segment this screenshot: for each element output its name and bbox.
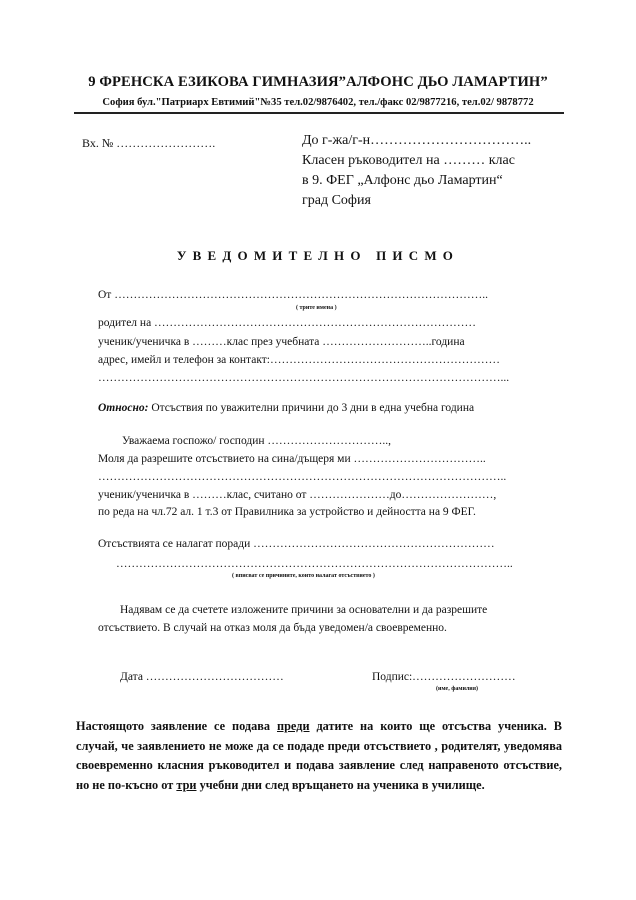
- school-address: София бул."Патриарх Евтимий"№35 тел.02/9876402, тел./факс 02/9877216, тел.02/ 9878772: [102, 97, 534, 108]
- student-class-field: ученик/ученичка в ………клас през учебната ………………………..година: [98, 336, 465, 348]
- footer-text-1: Настоящото заявление се подава: [76, 719, 277, 733]
- addressee-line-2: Класен ръководител на ……… клас: [302, 153, 515, 168]
- addressee-block: [302, 131, 531, 211]
- footer-text-2: датите на които ще отсъства ученика. В случай, че заявлението не може да се подаде преди отсъствието , родителят, уведомява своевременно класния ръководител и подава заявление след направеното отсъствие, но не по-късно от: [76, 719, 563, 792]
- from-field: От ……………………………………………………………………………………..: [98, 289, 488, 301]
- from-hint: ( трите имена ): [296, 305, 337, 311]
- document-title: УВЕДОМИТЕЛНО ПИСМО: [176, 248, 460, 263]
- period-field: ученик/ученичка в ………клас, считано от …………………до……………………,: [98, 489, 497, 501]
- signature-hint: (име, фамилия): [436, 686, 478, 692]
- date-field: Дата ………………………………: [120, 671, 284, 683]
- request-field-cont: ……………………………………………………………………………………………..: [98, 471, 507, 483]
- contact-field: адрес, имейл и телефон за контакт:……………………………………………………: [98, 354, 500, 366]
- salutation: Уважаема госпожо/ господин …………………………..,: [122, 435, 392, 447]
- regulation-text: по реда на чл.72 ал. 1 т.3 от Правилника за устройство и дейността на 9 ФЕГ.: [98, 506, 476, 518]
- reasons-field: Отсъствията се налагат поради ………………………………………………………: [98, 538, 495, 550]
- contact-field-cont: ……………………………………………………………………………………………...: [98, 372, 510, 384]
- subject-label: Относно:: [98, 402, 149, 414]
- footer-note: [76, 717, 562, 795]
- addressee-line-3: в 9. ФЕГ „Алфонс дьо Ламартин“: [302, 173, 503, 188]
- request-field: Моля да разрешите отсъствието на сина/дъщеря ми ……………………………..: [98, 453, 486, 465]
- subject-line: [98, 402, 474, 414]
- footer-emphasis-before: преди: [277, 719, 310, 733]
- header-divider: [74, 112, 564, 114]
- reasons-field-cont: …………………………………………………………………………………………..: [116, 558, 513, 570]
- parent-of-field: родител на …………………………………………………………………………: [98, 317, 477, 329]
- closing-line-2: отсъствието. В случай на отказ моля да бъда уведомен/а своевременно.: [98, 622, 447, 634]
- closing-line-1: Надявам се да счетете изложените причини за основателни и да разрешите: [120, 604, 488, 616]
- addressee-line-4: град София: [302, 193, 371, 208]
- subject-text: Отсъствия по уважителни причини до 3 дни в една учебна година: [148, 402, 475, 414]
- footer-emphasis-three: три: [176, 777, 197, 792]
- school-name: 9 ФРЕНСКА ЕЗИКОВА ГИМНАЗИЯ”АЛФОНС ДЬО ЛАМАРТИН”: [88, 74, 548, 90]
- addressee-line-1: До г-жа/г-н……………………………..: [302, 133, 532, 148]
- reasons-hint: ( вписват се причините, които налагат отсъствието ): [232, 573, 375, 579]
- signature-field: Подпис:………………………: [372, 671, 516, 683]
- registration-number: Вх. № …………………….: [82, 136, 216, 150]
- footer-text-3: учебни дни след връщането на ученика в училище.: [196, 777, 485, 792]
